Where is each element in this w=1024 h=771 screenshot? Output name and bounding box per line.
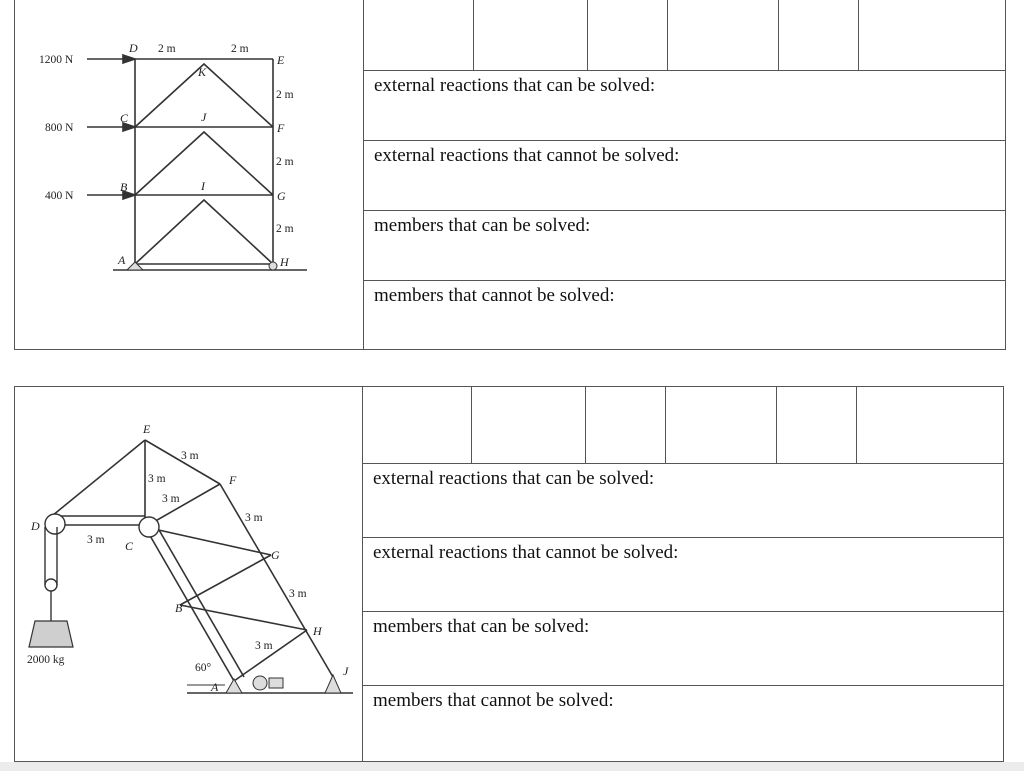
bottom-scroll-strip [0,762,1024,771]
header-cell[interactable] [588,0,668,70]
joint-label-A: A [211,680,219,694]
dim-EF: 2 m [276,89,294,101]
header-cell[interactable] [666,387,777,463]
joint-label-G: G [277,189,286,203]
joint-label-E: E [143,422,151,436]
member-AH [234,630,307,681]
dim-EF: 3 m [181,450,199,462]
row-reactions-unsolvable[interactable] [364,141,1005,211]
dim-BH: 3 m [255,640,273,652]
problem-panel-1 [14,0,1006,350]
dim-CF: 3 m [162,493,180,505]
winch-drum [253,676,267,690]
dim-GH: 2 m [276,223,294,235]
pulley-C [139,517,159,537]
members-AI-IH [135,200,273,264]
header-cell[interactable] [668,0,779,70]
joint-label-G: G [271,548,280,562]
header-cell[interactable] [474,0,588,70]
joint-label-H: H [313,624,322,638]
row-members-solvable[interactable] [363,612,1003,686]
dim-FG: 3 m [245,512,263,524]
row-label: members that can be solved: [374,215,591,236]
row-label: external reactions that cannot be solved: [374,145,680,166]
member-BH [180,605,307,630]
header-cell[interactable] [472,387,586,463]
load-label-C: 800 N [45,122,74,134]
row-reactions-solvable[interactable] [363,464,1003,538]
member-BG [180,555,271,605]
joint-label-J: J [201,110,207,124]
joint-label-J: J [343,664,349,678]
member-CA-chord [145,527,234,681]
row-reactions-solvable[interactable] [364,71,1005,141]
dim-GH: 3 m [289,588,307,600]
truss-diagram-2 [15,387,362,761]
load-arrowhead-D [123,55,135,63]
dim-DK: 2 m [158,43,176,55]
joint-label-K: K [198,65,207,79]
member-DE [47,440,145,520]
joint-label-H: H [280,255,289,269]
row-members-unsolvable[interactable] [364,281,1005,349]
row-label: external reactions that cannot be solved: [373,542,679,563]
joint-label-A: A [118,253,126,267]
joint-label-F: F [277,121,285,135]
joint-label-B: B [120,180,128,194]
pulley-block [45,579,57,591]
member-FJ-chord [220,484,333,677]
row-label: external reactions that can be solved: [374,75,656,96]
header-cell[interactable] [363,387,472,463]
header-grid-1 [364,0,1005,71]
header-cell[interactable] [364,0,474,70]
joint-label-E: E [277,53,285,67]
pin-support-J [325,675,341,693]
row-reactions-unsolvable[interactable] [363,538,1003,612]
dim-DC: 3 m [87,534,105,546]
truss-figure-1 [15,0,364,349]
header-cell[interactable] [586,387,666,463]
dim-FG: 2 m [276,156,294,168]
joint-label-D: D [129,41,138,55]
pulley-D [45,514,65,534]
joint-label-C: C [125,539,134,553]
winch-motor [269,678,283,688]
header-cell[interactable] [777,387,857,463]
angle-label: 60° [195,662,212,674]
row-members-solvable[interactable] [364,211,1005,281]
roller-support-H [269,262,277,270]
joint-label-C: C [120,111,129,125]
joint-label-I: I [201,179,205,193]
header-grid-2 [363,387,1003,464]
pin-support-A [226,679,242,693]
truss-diagram-1 [15,0,363,349]
row-members-unsolvable[interactable] [363,686,1003,761]
load-label-B: 400 N [45,190,74,202]
row-label: members that cannot be solved: [373,690,614,711]
header-cell[interactable] [779,0,859,70]
weight-block [29,621,73,647]
joint-label-B: B [175,601,183,615]
load-label-D: 1200 N [39,54,74,66]
truss-figure-2 [15,387,363,761]
row-label: members that cannot be solved: [374,285,615,306]
row-label: external reactions that can be solved: [373,468,655,489]
joint-label-F: F [229,473,237,487]
row-label: members that can be solved: [373,616,590,637]
member-CG [145,527,271,555]
mass-label: 2000 kg [27,654,65,666]
dim-EC: 3 m [148,473,166,485]
joint-label-D: D [31,519,40,533]
dim-KE: 2 m [231,43,249,55]
problem-panel-2 [14,386,1004,762]
